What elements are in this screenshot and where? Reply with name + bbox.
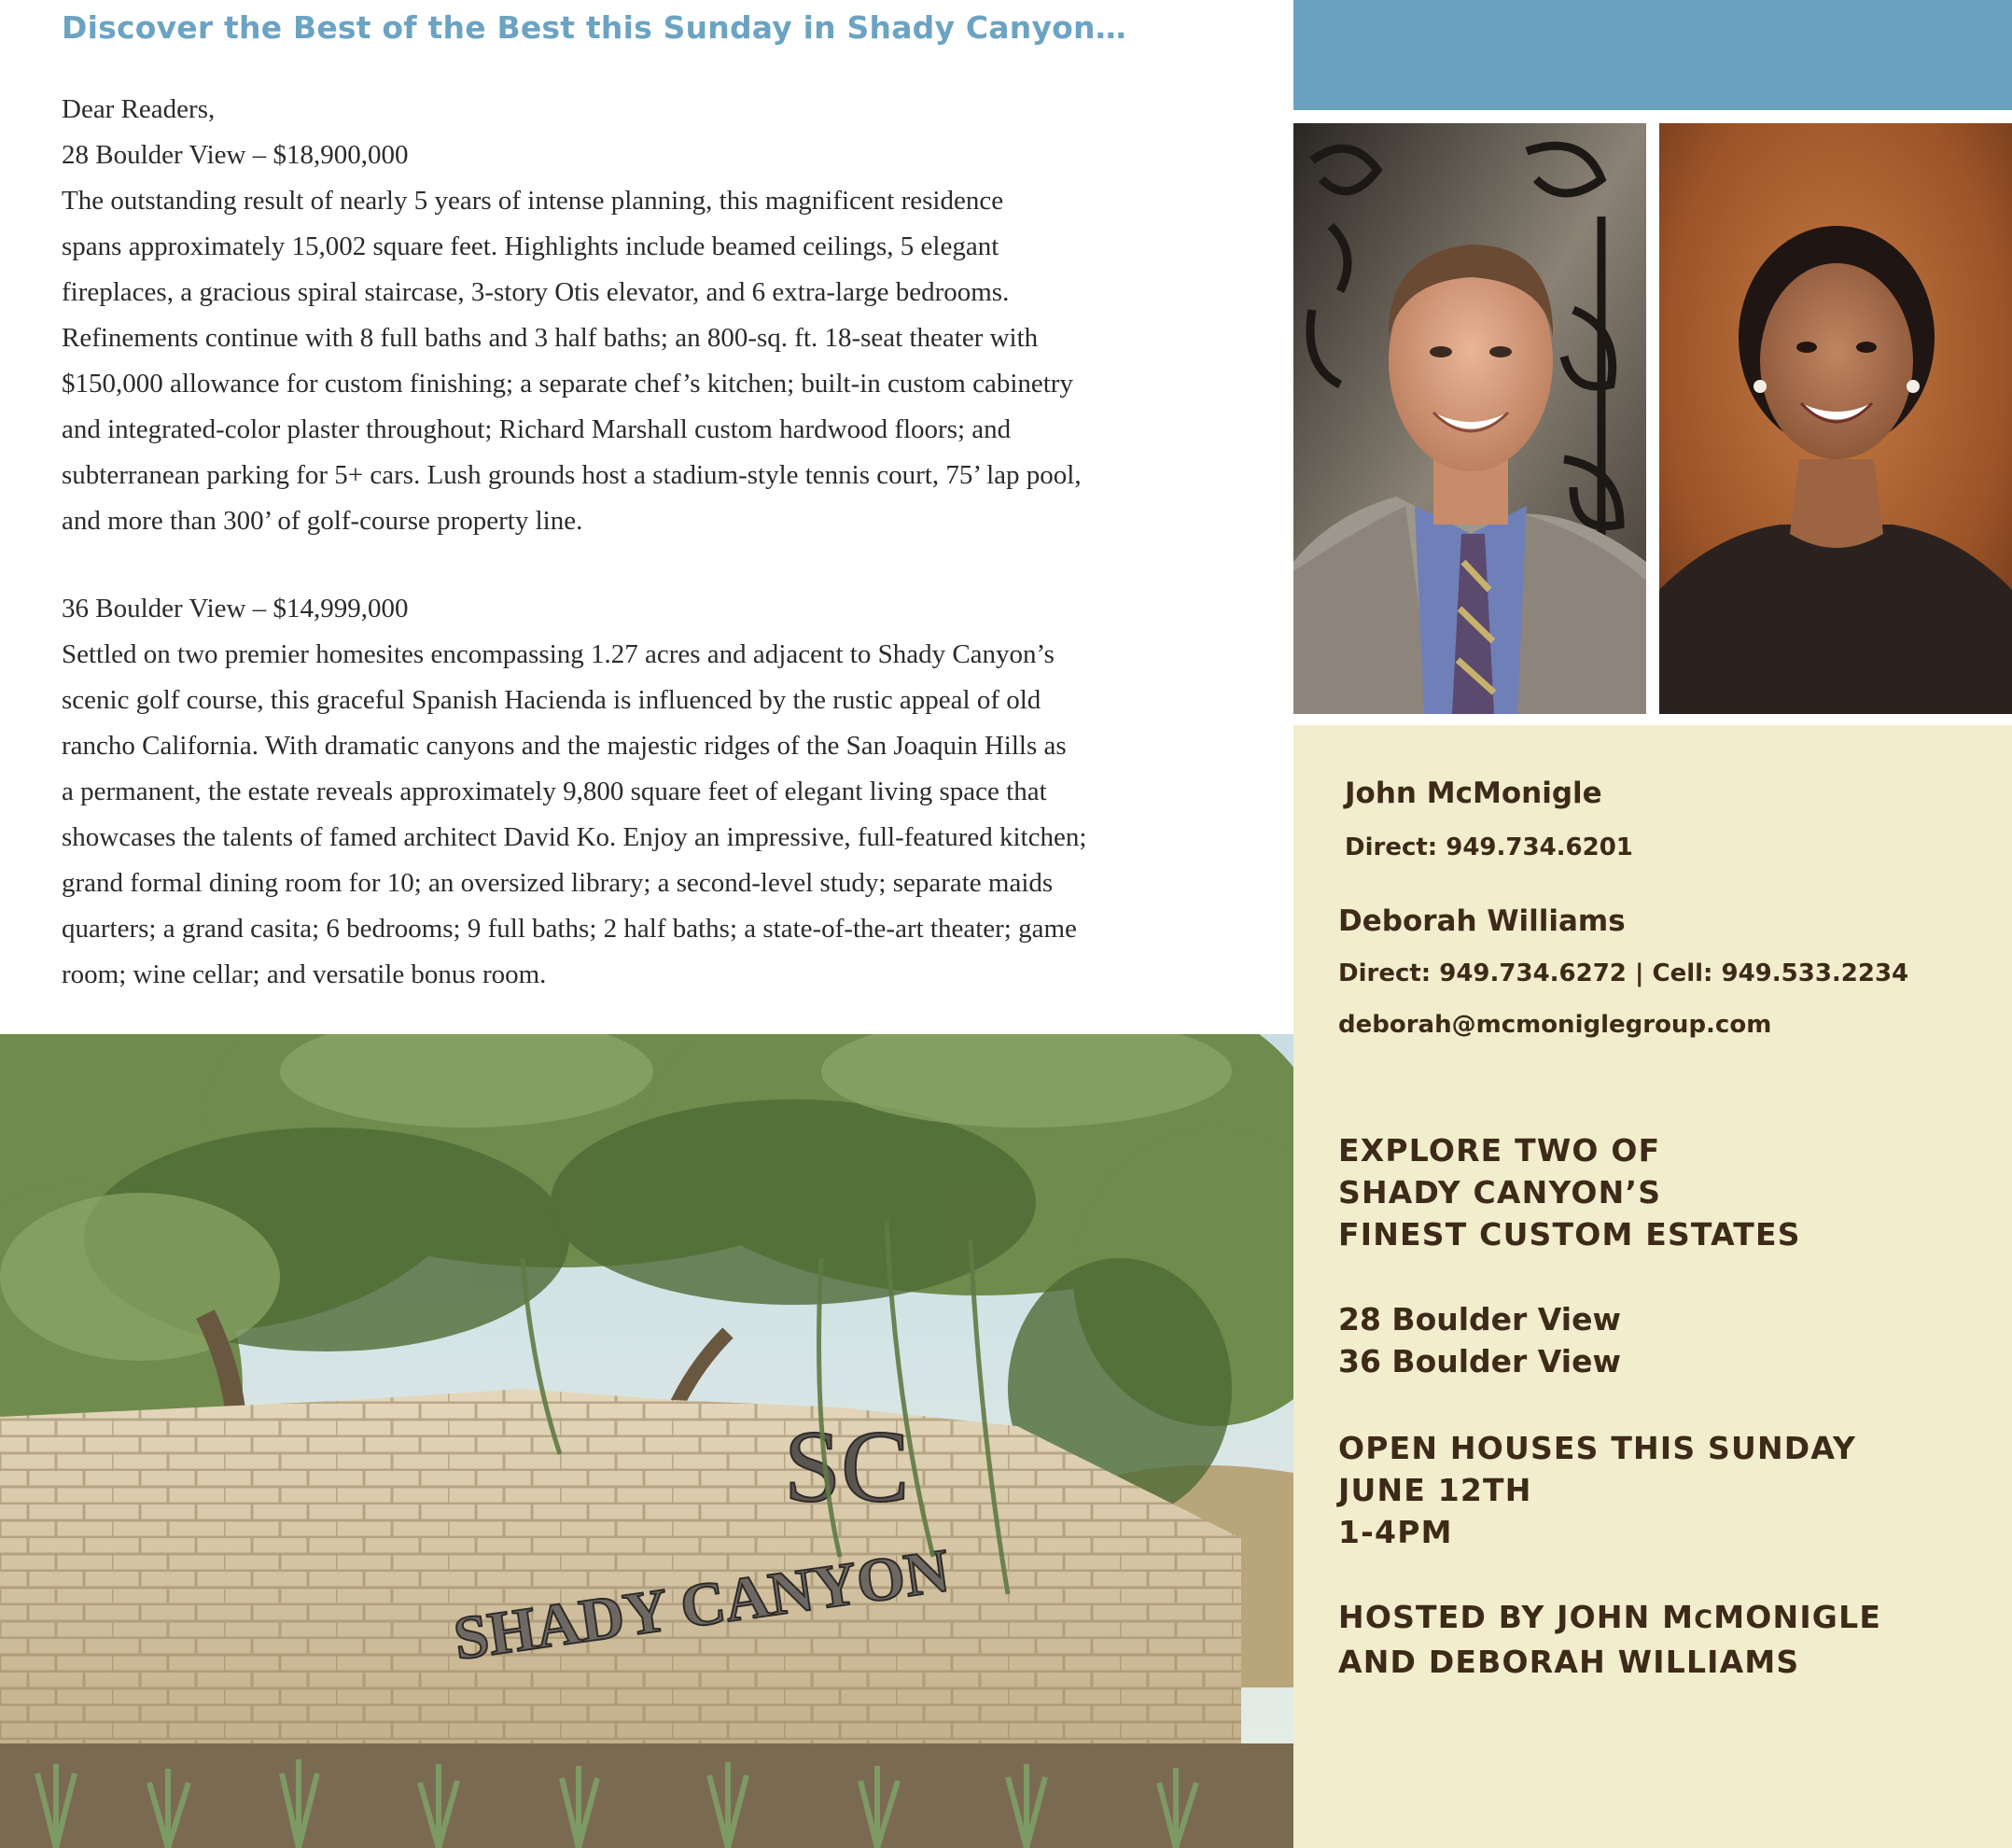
property-2-line: scenic golf course, this graceful Spanish Hacienda is influenced by the rustic appeal of old <box>62 685 1041 715</box>
property-2-line: showcases the talents of famed architect David Ko. Enjoy an impressive, full-featured kitchen; <box>62 822 1087 852</box>
open-house-time: 1-4PM <box>1338 1514 1453 1550</box>
hosted-by-line: HOSTED BY JOHN MCMONIGLE <box>1338 1599 1882 1635</box>
shady-canyon-entrance-photo <box>0 1034 1293 1848</box>
hosted-by-line: AND DEBORAH WILLIAMS <box>1338 1644 1800 1680</box>
property-2-line: quarters; a grand casita; 6 bedrooms; 9 full baths; 2 half baths; a state-of-the-art theater; game <box>62 914 1077 944</box>
explore-line: SHADY CANYON’S <box>1338 1174 1662 1211</box>
address-item: 36 Boulder View <box>1338 1343 1621 1379</box>
property-1-line: The outstanding result of nearly 5 years of intense planning, this magnificent residence <box>62 186 1004 216</box>
header-color-bar <box>1293 0 2012 110</box>
john-direct-phone: Direct: 949.734.6201 <box>1345 833 1633 861</box>
property-2-line: a permanent, the estate reveals approximately 9,800 square feet of elegant living space that <box>62 777 1047 806</box>
deborah-name: Deborah Williams <box>1338 904 1626 938</box>
john-name: John McMonigle <box>1345 777 1602 810</box>
john-portrait <box>1293 123 1646 714</box>
open-house-date: JUNE 12TH <box>1338 1472 1532 1508</box>
property-1-line: fireplaces, a gracious spiral staircase, 3-story Otis elevator, and 6 extra-large bedrooms. <box>62 277 1010 307</box>
deborah-portrait <box>1659 123 2012 714</box>
salutation: Dear Readers, <box>62 94 216 124</box>
property-1-line: and integrated-color plaster throughout; Richard Marshall custom hardwood floors; and <box>62 414 1012 444</box>
property-1-heading: 28 Boulder View – $18,900,000 <box>62 140 409 170</box>
sign-text: SHADY CANYON <box>449 1536 954 1673</box>
property-2-line: room; wine cellar; and versatile bonus room. <box>62 959 547 989</box>
property-2-line: Settled on two premier homesites encompassing 1.27 acres and adjacent to Shady Canyon’s <box>62 639 1055 669</box>
property-1-line: $150,000 allowance for custom finishing; a separate chef’s kitchen; built-in custom cabinetry <box>62 369 1073 399</box>
explore-heading <box>1338 1129 1991 1255</box>
headline: Discover the Best of the Best this Sunday in Shady Canyon… <box>62 9 1126 46</box>
property-2-line: rancho California. With dramatic canyons and the majestic ridges of the San Joaquin Hills as <box>62 731 1067 761</box>
property-1-line: spans approximately 15,002 square feet. Highlights include beamed ceilings, 5 elegant <box>62 231 999 261</box>
address-item: 28 Boulder View <box>1338 1301 1621 1337</box>
hosted-by <box>1338 1596 1991 1683</box>
letter-body <box>62 87 1265 998</box>
explore-line: EXPLORE TWO OF <box>1338 1132 1661 1169</box>
sign-monogram: SC <box>784 1409 910 1523</box>
open-house-line: OPEN HOUSES THIS SUNDAY <box>1338 1430 1857 1466</box>
explore-line: FINEST CUSTOM ESTATES <box>1338 1216 1801 1253</box>
property-1-line: and more than 300’ of golf-course property line. <box>62 506 583 536</box>
deborah-phones: Direct: 949.734.6272 | Cell: 949.533.2234 <box>1338 959 1909 987</box>
property-2-line: grand formal dining room for 10; an oversized library; a second-level study; separate maids <box>62 868 1054 898</box>
property-1-line: Refinements continue with 8 full baths and 3 half baths; an 800-sq. ft. 18-seat theater with <box>62 323 1039 353</box>
deborah-email[interactable]: deborah@mcmoniglegroup.com <box>1338 1011 1772 1039</box>
address-list <box>1338 1298 1991 1382</box>
property-2-heading: 36 Boulder View – $14,999,000 <box>62 594 409 623</box>
property-1-line: subterranean parking for 5+ cars. Lush grounds host a stadium-style tennis court, 75’ lap pool, <box>62 460 1082 490</box>
open-house-info <box>1338 1427 1991 1553</box>
